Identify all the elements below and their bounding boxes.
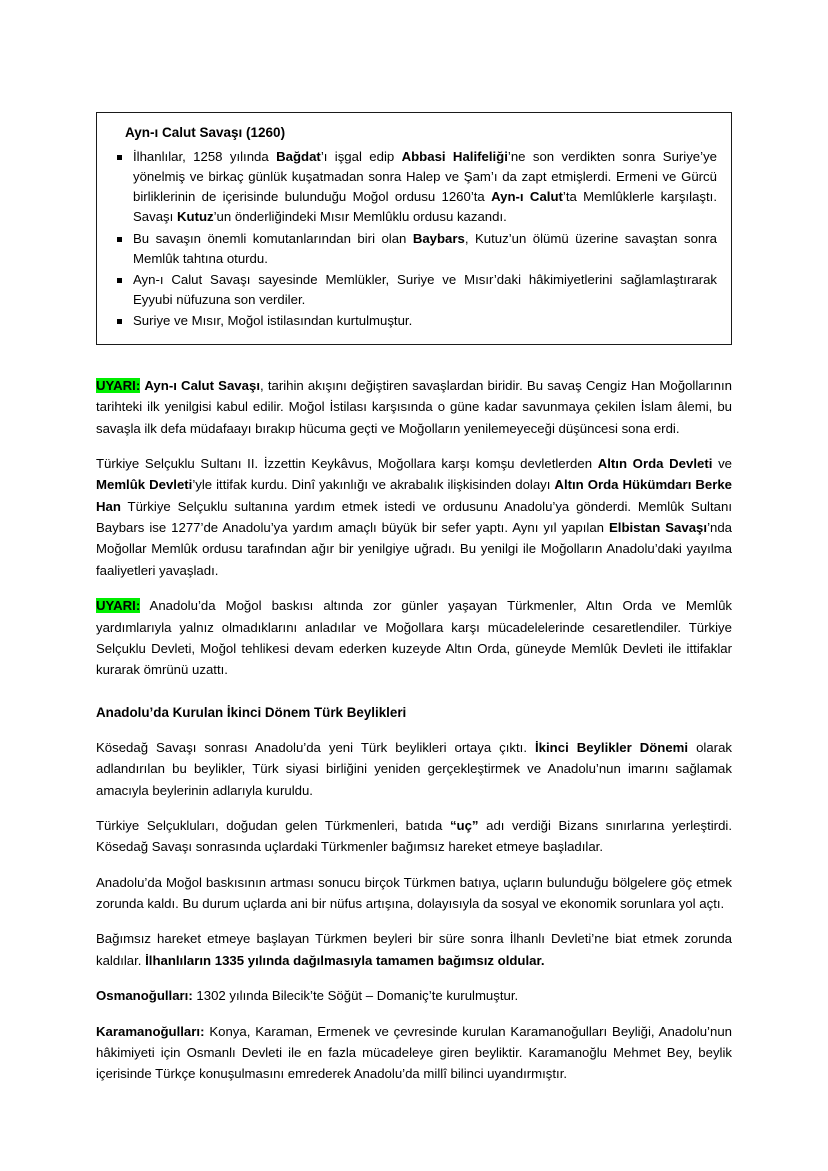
body-text: ve <box>712 455 732 471</box>
body-text: olarak adlandırılan bu beylikler, Türk siyasi birliğini yeniden gerçekleştirmek ve Anadolu’nun imarını sağlamak amacıyla beylerinin adlarıyla kuruldu. <box>96 739 732 798</box>
body-text: ’nda Moğollar Memlûk ordusu tarafından ağır bir yenilgiye uğradı. Bu yenilgi ile Moğolların Anadolu’daki yayılma faaliyetleri yavaşladı. <box>96 520 732 578</box>
body-text: , tarihin akışını değiştiren savaşlardan biridir. Bu savaş Cengiz Han Moğollarının tarihteki ilk yenilgisi kabul edilir. Moğol İstilası karşısında o güne kadar savunmaya çekilen İslam âlemi, bu savaşla ilk defa müdafaayı bırakıp hücuma geçti ve Moğolların yenilemeyeceği düşüncesi sona erdi. <box>96 377 732 436</box>
body-text: ’ı işgal edip <box>320 149 402 165</box>
box-bullet-item <box>111 311 717 331</box>
warning-label: UYARI: <box>96 377 141 393</box>
body-text: ’un önderliğindeki Mısır Memlûklu ordusu kazandı. <box>213 209 507 225</box>
warning-label: UYARI: <box>96 598 141 614</box>
emphasis-text: İlhanlıların 1335 yılında dağılmasıyla tamamen bağımsız oldular. <box>145 952 545 968</box>
body-text: ’ne son verdikten sonra Suriye’ye yönelmiş ve birkaç günlük kuşatmadan sonra Halep ve Şam’ı da zapt etmişlerdi. Ermeni ve Gürcü birliklerinin de içerisinde bulunduğu Moğol ordusu 1260’ta <box>133 149 718 205</box>
body-text: ’yle ittifak kurdu. Dinî yakınlığı ve akrabalık ilişkisinden dolayı <box>192 477 555 493</box>
warning-paragraph-2 <box>96 595 732 681</box>
emphasis-text: Memlûk Devleti <box>96 477 193 493</box>
body-text: Anadolu’da Moğol baskısının artması sonucu birçok Türkmen batıya, uçların bulunduğu bölgelere göç etmek zorunda kaldı. Bu durum uçlarda ani bir nüfus artışına, dolayısıyla da sosyal ve ekonomik sorunlara yol açtı. <box>96 874 732 912</box>
emphasis-text: Karamanoğulları: <box>96 1023 205 1039</box>
emphasis-text: “uç” <box>449 817 479 833</box>
emphasis-text: Ayn-ı Calut <box>491 189 563 205</box>
body-text: İlhanlılar, 1258 yılında <box>133 149 277 165</box>
emphasis-text: Altın Orda Hükümdarı Berke Han <box>96 477 733 514</box>
emphasis-text: İkinci Beylikler Dönemi <box>535 739 689 755</box>
body-text: Konya, Karaman, Ermenek ve çevresinde kurulan Karamanoğulları Beyliği, Anadolu’nun hâkimiyeti için Osmanlı Devleti ile en fazla mücadeleye giren beyliktir. Karamanoğlu Mehmet Bey, beylik içerisinde Türkçe konuşulmasını emrederek Anadolu’da millî bilinci uyandırmıştır. <box>96 1023 732 1082</box>
body-text: Suriye ve Mısır, Moğol istilasından kurtulmuştur. <box>133 312 413 328</box>
body-text: Ayn-ı Calut Savaşı sayesinde Memlükler, Suriye ve Mısır’daki hâkimiyetlerini sağlamlaştırarak Eyyubi nüfuzuna son verdiler. <box>133 271 717 307</box>
box-bullet-item <box>111 270 717 310</box>
emphasis-text: Bağdat <box>276 149 321 165</box>
emphasis-text: Osmanoğulları: <box>96 988 193 1004</box>
body-text: ’ta Memlûklerle karşılaştı. Savaşı <box>133 189 717 225</box>
body-text: 1302 yılında Bilecik’te Söğüt – Domaniç’te kurulmuştur. <box>192 988 519 1004</box>
box-bullet-item <box>111 229 717 269</box>
body-text: adı verdiği Bizans sınırlarına yerleştirdi. Kösedağ Savaşı sonrasında uçlardaki Türkmenler bağımsız hareket etmeye başladılar. <box>96 817 732 855</box>
body-text: Anadolu’da Moğol baskısı altında zor günler yaşayan Türkmenler, Altın Orda ve Memlûk yardımlarıyla yalnız olmadıklarını anladılar ve Moğollara karşı mücadelelerinde cesaretlendiler. Türkiye Selçuklu Devleti, Moğol tehlikesi devam ederken kuzeyde Altın Orda, güneyde Memlûk Devleti ile ittifaklar kurarak ömrünü uzattı. <box>96 598 732 678</box>
body-text: Bu savaşın önemli komutanlarından biri olan <box>133 230 413 246</box>
body-text: Kösedağ Savaşı sonrası Anadolu’da yeni Türk beylikleri ortaya çıktı. <box>96 739 536 755</box>
paragraph-gocs <box>96 872 732 915</box>
body-text: Türkiye Selçukluları, doğudan gelen Türkmenleri, batıda <box>96 817 450 833</box>
body-text: Türkiye Selçuklu Sultanı II. İzzettin Keykâvus, Moğollara karşı komşu devletlerden <box>96 455 598 471</box>
paragraph-karamanogullari <box>96 1021 732 1085</box>
paragraph-turkiye-selcuklu <box>96 453 732 581</box>
body-paragraphs-top <box>96 375 732 681</box>
emphasis-text: Ayn-ı Calut Savaşı <box>144 377 260 393</box>
emphasis-text: Abbasi Halifeliği <box>401 149 508 165</box>
paragraph-kosedag <box>96 737 732 801</box>
emphasis-text: Kutuz <box>176 209 214 225</box>
emphasis-text: Altın Orda Devleti <box>597 455 713 471</box>
body-text: , Kutuz’un ölümü üzerine savaştan sonra Memlûk tahtına oturdu. <box>133 230 717 266</box>
warning-paragraph-1 <box>96 375 732 439</box>
body-text: Türkiye Selçuklu sultanına yardım etmek istedi ve ordusunu Anadolu’ya gönderdi. Memlûk Sultanı Baybars ise 1277’de Anadolu’ya yardım amaçlı büyük bir sefer yaptı. Aynı yıl yapılan <box>96 498 732 536</box>
emphasis-text: Elbistan Savaşı <box>609 520 708 536</box>
body-text: Bağımsız hareket etmeye başlayan Türkmen beyleri bir süre sonra İlhanlı Devleti’ne biat etmek zorunda kaldılar. <box>96 931 732 968</box>
paragraph-bagimsizlik <box>96 928 732 971</box>
box-bullet-item <box>111 147 717 227</box>
body-paragraphs-bottom <box>96 737 732 1085</box>
paragraph-osmanogullari <box>96 985 732 1006</box>
box-title: Ayn-ı Calut Savaşı (1260) <box>125 125 286 140</box>
paragraph-uc <box>96 815 732 858</box>
box-bullet-list <box>111 147 717 331</box>
summary-box <box>96 112 732 345</box>
page-section-heading: Anadolu’da Kurulan İkinci Dönem Türk Beylikleri <box>96 704 407 720</box>
emphasis-text: Baybars <box>412 230 465 246</box>
